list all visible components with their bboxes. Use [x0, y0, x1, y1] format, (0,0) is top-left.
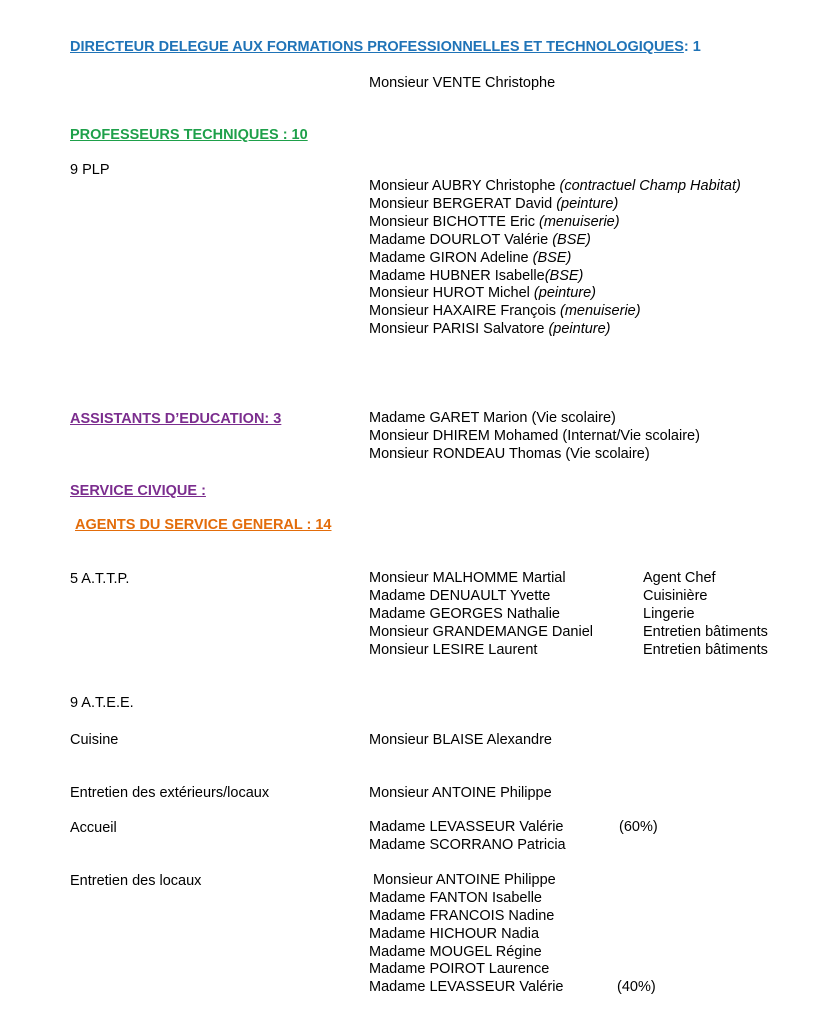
list-item: Monsieur AUBRY Christophe (contractuel Champ Habitat) — [369, 178, 741, 194]
list-item: Madame DOURLOT Valérie (BSE) — [369, 231, 591, 248]
assistants-list — [369, 410, 700, 464]
cuisine-label: Cuisine — [70, 732, 119, 748]
directeur-count: : 1 — [683, 39, 701, 55]
list-item: Monsieur HAXAIRE François (menuiserie) — [369, 303, 641, 320]
list-item: Madame LEVASSEUR Valérie (40%) — [369, 979, 656, 996]
directeur-title: DIRECTEUR DELEGUE AUX FORMATIONS PROFESSIONNELLES ET TECHNOLOGIQUES — [70, 39, 684, 55]
list-item: Monsieur BICHOTTE Eric (menuiserie) — [369, 213, 620, 230]
percentage: (40%) — [617, 979, 656, 996]
list-item: Madame HICHOUR Nadia — [369, 925, 540, 942]
list-item: Monsieur BERGERAT David (peinture) — [369, 195, 619, 212]
professeurs-list — [369, 178, 741, 339]
list-item: Madame POIROT Laurence — [369, 961, 550, 978]
list-item: Madame MOUGEL Régine — [369, 943, 542, 960]
agents-title: AGENTS DU SERVICE GENERAL : 14 — [75, 517, 332, 533]
list-item: Madame SCORRANO Patricia — [369, 836, 566, 853]
accueil-list — [369, 819, 689, 855]
list-item: Monsieur MALHOMME Martial Agent Chef — [369, 570, 716, 586]
list-item: Madame GARET Marion (Vie scolaire) — [369, 410, 616, 426]
service-civique-title: SERVICE CIVIQUE : — [70, 483, 206, 499]
list-item: Monsieur PARISI Salvatore (peinture) — [369, 321, 611, 338]
list-item: Monsieur DHIREM Mohamed (Internat/Vie scolaire) — [369, 427, 700, 444]
directeur-heading — [70, 38, 701, 56]
cuisine-member: Monsieur BLAISE Alexandre — [369, 732, 552, 748]
plp-label: 9 PLP — [70, 162, 110, 178]
attp-label: 5 A.T.T.P. — [70, 571, 130, 587]
list-item: Monsieur HUROT Michel (peinture) — [369, 285, 596, 302]
list-item: Monsieur RONDEAU Thomas (Vie scolaire) — [369, 445, 650, 462]
assistants-title: ASSISTANTS D’EDUCATION: 3 — [70, 411, 282, 427]
list-item: Madame GEORGES Nathalie Lingerie — [369, 605, 695, 622]
percentage: (60%) — [619, 819, 658, 835]
attp-list — [369, 570, 789, 659]
directeur-name: Monsieur VENTE Christophe — [369, 75, 556, 91]
list-item: Monsieur LESIRE Laurent Entretien bâtiments — [369, 641, 768, 658]
list-item: Madame GIRON Adeline (BSE) — [369, 249, 572, 266]
list-item: Madame LEVASSEUR Valérie (60%) — [369, 819, 658, 835]
locaux-list — [369, 872, 689, 997]
exterieurs-label: Entretien des extérieurs/locaux — [70, 785, 270, 801]
atee-label: 9 A.T.E.E. — [70, 695, 134, 711]
accueil-label: Accueil — [70, 820, 117, 836]
list-item: Monsieur ANTOINE Philippe — [369, 872, 556, 888]
locaux-label: Entretien des locaux — [70, 873, 202, 889]
list-item: Monsieur GRANDEMANGE Daniel Entretien bâtiments — [369, 623, 768, 640]
professeurs-title: PROFESSEURS TECHNIQUES : 10 — [70, 127, 308, 143]
list-item: Madame HUBNER Isabelle(BSE) — [369, 267, 584, 284]
list-item: Madame DENUAULT Yvette Cuisinière — [369, 587, 708, 604]
list-item: Madame FRANCOIS Nadine — [369, 907, 555, 924]
exterieurs-member: Monsieur ANTOINE Philippe — [369, 785, 552, 801]
list-item: Madame FANTON Isabelle — [369, 889, 542, 906]
